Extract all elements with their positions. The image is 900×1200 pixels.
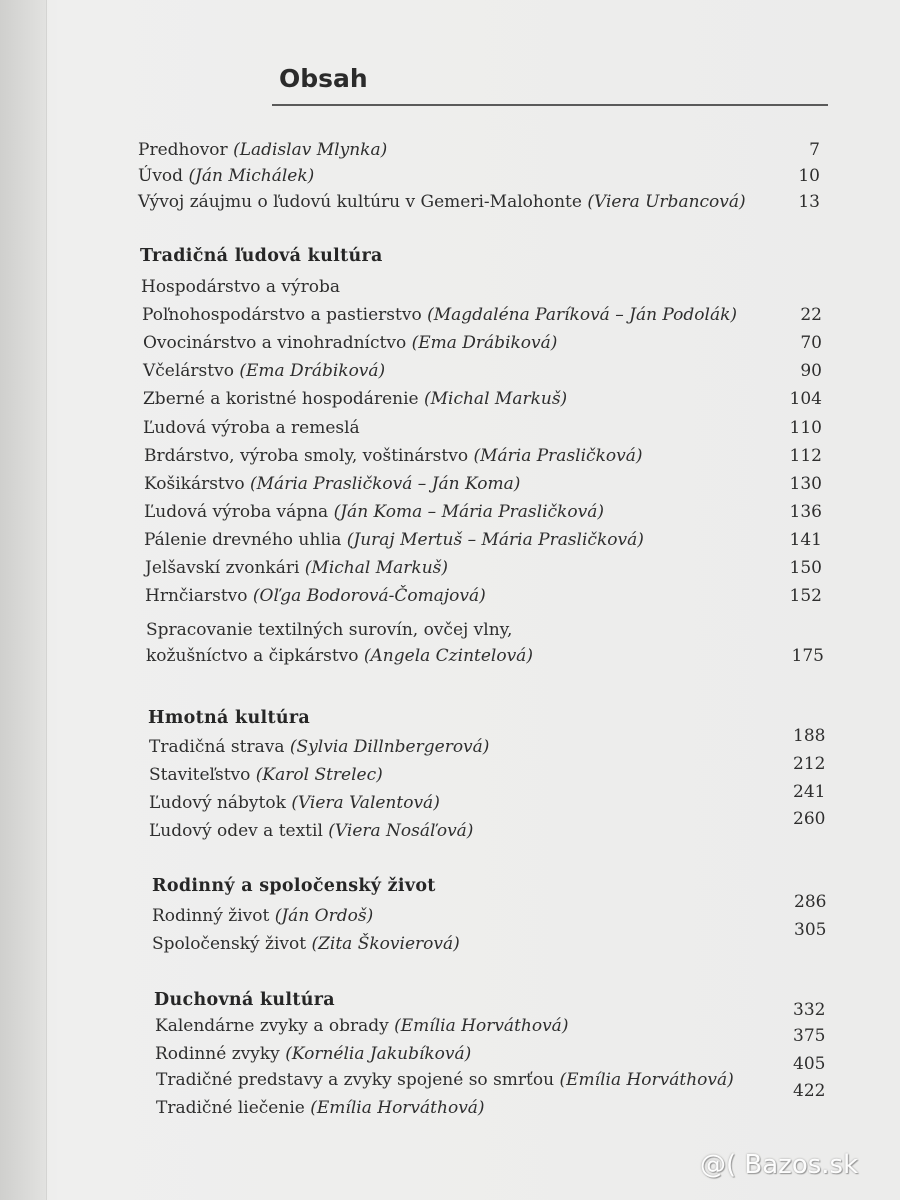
toc-page-number: 22 (800, 305, 822, 325)
toc-row (152, 934, 826, 954)
toc-page-number: 175 (791, 646, 824, 666)
toc-page-number: 141 (789, 530, 822, 550)
toc-row (145, 558, 822, 578)
toc-row (143, 389, 822, 409)
toc-entry-author: (Emília Horváthová) (394, 1016, 569, 1036)
toc-page-number: 305 (794, 920, 827, 940)
toc-entry-title: Jelšavskí zvonkári (145, 558, 305, 578)
toc-page-number: 332 (793, 1000, 826, 1020)
toc-page-number: 212 (793, 754, 826, 774)
toc-page-number: 70 (800, 333, 822, 353)
toc-entry-title: Kalendárne zvyky a obrady (155, 1016, 395, 1036)
toc-entry-title: Rodinné zvyky (155, 1044, 286, 1064)
toc-page-number: 286 (794, 892, 827, 912)
toc-page-number: 405 (793, 1054, 826, 1074)
toc-entry-author: (Ján Ordoš) (274, 906, 374, 926)
toc-row (144, 530, 822, 550)
toc-row (152, 906, 826, 926)
toc-entry-title: Spoločenský život (152, 934, 312, 954)
toc-entry-author: (Michal Markuš) (304, 558, 448, 578)
toc-page-number: 241 (793, 782, 826, 802)
toc-entry-author: (Michal Markuš) (423, 389, 568, 409)
toc-row (156, 1070, 827, 1090)
toc-entry-title: Ovocinárstvo a vinohradníctvo (143, 333, 412, 353)
toc-entry-author: (Juraj Mertuš – Mária Prasličková) (346, 530, 644, 550)
toc-entry-author: (Zita Škovierová) (311, 934, 460, 954)
toc-entry-title: kožušníctvo a čipkárstvo (146, 646, 364, 666)
toc-page-number: 13 (798, 192, 820, 212)
toc-entry-title: Ľudová výroba vápna (144, 502, 334, 522)
toc-row (142, 305, 822, 325)
toc-entry-title: Tradičná strava (149, 737, 290, 757)
toc-page-number: 188 (793, 726, 826, 746)
toc-entry-title: Hrnčiarstvo (145, 586, 253, 606)
toc-row (138, 140, 820, 160)
toc-row (156, 1098, 827, 1118)
toc-row (155, 1016, 827, 1036)
toc-entry-title: Včelárstvo (143, 361, 240, 381)
toc-entry-author: (Angela Czintelová) (363, 646, 533, 666)
page-binding-edge (0, 0, 47, 1200)
toc-page-number: 90 (800, 361, 822, 381)
toc-page-number: 10 (798, 166, 820, 186)
toc-row (143, 333, 822, 353)
toc-entry-title: Ľudový odev a textil (149, 821, 329, 841)
title-underline (272, 104, 828, 106)
toc-row (149, 737, 826, 757)
section-heading: Rodinný a spoločenský život (152, 876, 436, 896)
toc-row (143, 418, 822, 438)
toc-entry-title: Poľnohospodárstvo a pastierstvo (142, 305, 428, 325)
toc-entry-title: Vývoj záujmu o ľudovú kultúru v Gemeri-Malohonte (138, 192, 588, 212)
toc-entry-author: (Ladislav Mlynka) (233, 140, 388, 160)
toc-page-number: 260 (793, 809, 826, 829)
toc-entry-title: Košikárstvo (144, 474, 251, 494)
toc-entry-author: (Emília Horváthová) (559, 1070, 734, 1090)
toc-page-number: 375 (793, 1026, 826, 1046)
toc-entry-author: (Karol Strelec) (255, 765, 383, 785)
toc-row (149, 793, 826, 813)
toc-entry-title: Spracovanie textilných surovín, ovčej vlny, (146, 620, 513, 640)
toc-entry-author: (Oľga Bodorová-Čomajová) (252, 586, 486, 606)
toc-page-number: 422 (793, 1081, 826, 1101)
toc-entry-title: Úvod (138, 166, 189, 186)
toc-row (144, 474, 822, 494)
toc-entry-author: (Ema Drábiková) (239, 361, 386, 381)
toc-entry-title: Brdárstvo, výroba smoly, voštinárstvo (144, 446, 474, 466)
subsection-heading: Hospodárstvo a výroba (141, 277, 340, 297)
toc-entry-title: Rodinný život (152, 906, 275, 926)
toc-entry-title: Tradičné predstavy a zvyky spojené so smrťou (156, 1070, 560, 1090)
toc-page-number: 110 (789, 418, 822, 438)
toc-entry-title: Zberné a koristné hospodárenie (143, 389, 424, 409)
toc-row (149, 821, 826, 841)
site-watermark: @( Bazos.sk (700, 1150, 859, 1180)
toc-entry-author: (Magdaléna Paríková – Ján Podolák) (427, 305, 738, 325)
toc-entry-author: (Sylvia Dillnbergerová) (289, 737, 490, 757)
toc-row (145, 586, 822, 606)
toc-row (144, 446, 822, 466)
toc-page-number: 112 (789, 446, 822, 466)
toc-page-number: 136 (789, 502, 822, 522)
toc-row (146, 646, 824, 666)
section-heading: Duchovná kultúra (154, 990, 335, 1010)
toc-page-number: 152 (789, 586, 822, 606)
toc-entry-author: (Kornélia Jakubíková) (285, 1044, 472, 1064)
toc-row (143, 361, 822, 381)
toc-entry-author: (Ján Koma – Mária Prasličková) (333, 502, 604, 522)
toc-entry-title: Tradičné liečenie (156, 1098, 311, 1118)
toc-entry-author: (Ján Michálek) (188, 166, 315, 186)
toc-entry-author: (Emília Horváthová) (310, 1098, 485, 1118)
toc-row (138, 166, 820, 186)
toc-entry-title: Ľudová výroba a remeslá (143, 418, 360, 438)
toc-row (155, 1044, 827, 1064)
toc-row (149, 765, 826, 785)
toc-entry-title: Ľudový nábytok (149, 793, 292, 813)
toc-entry-author: (Viera Valentová) (291, 793, 440, 813)
section-heading: Hmotná kultúra (148, 708, 311, 728)
toc-entry-title: Predhovor (138, 140, 234, 160)
toc-entry-author: (Mária Prasličková – Ján Koma) (250, 474, 521, 494)
toc-entry-title: Staviteľstvo (149, 765, 256, 785)
toc-entry-title: Pálenie drevného uhlia (144, 530, 347, 550)
toc-row (138, 192, 820, 212)
toc-page-number: 150 (789, 558, 822, 578)
toc-page-number: 7 (809, 140, 820, 160)
page-title: Obsah (279, 64, 368, 93)
toc-entry-author: (Mária Prasličková) (473, 446, 643, 466)
toc-entry-author: (Viera Urbancová) (587, 192, 746, 212)
toc-row (144, 502, 822, 522)
section-heading: Tradičná ľudová kultúra (140, 246, 383, 266)
toc-entry-author: (Ema Drábiková) (411, 333, 558, 353)
toc-page-number: 130 (789, 474, 822, 494)
toc-page-number: 104 (789, 389, 822, 409)
toc-entry-author: (Viera Nosáľová) (328, 821, 474, 841)
